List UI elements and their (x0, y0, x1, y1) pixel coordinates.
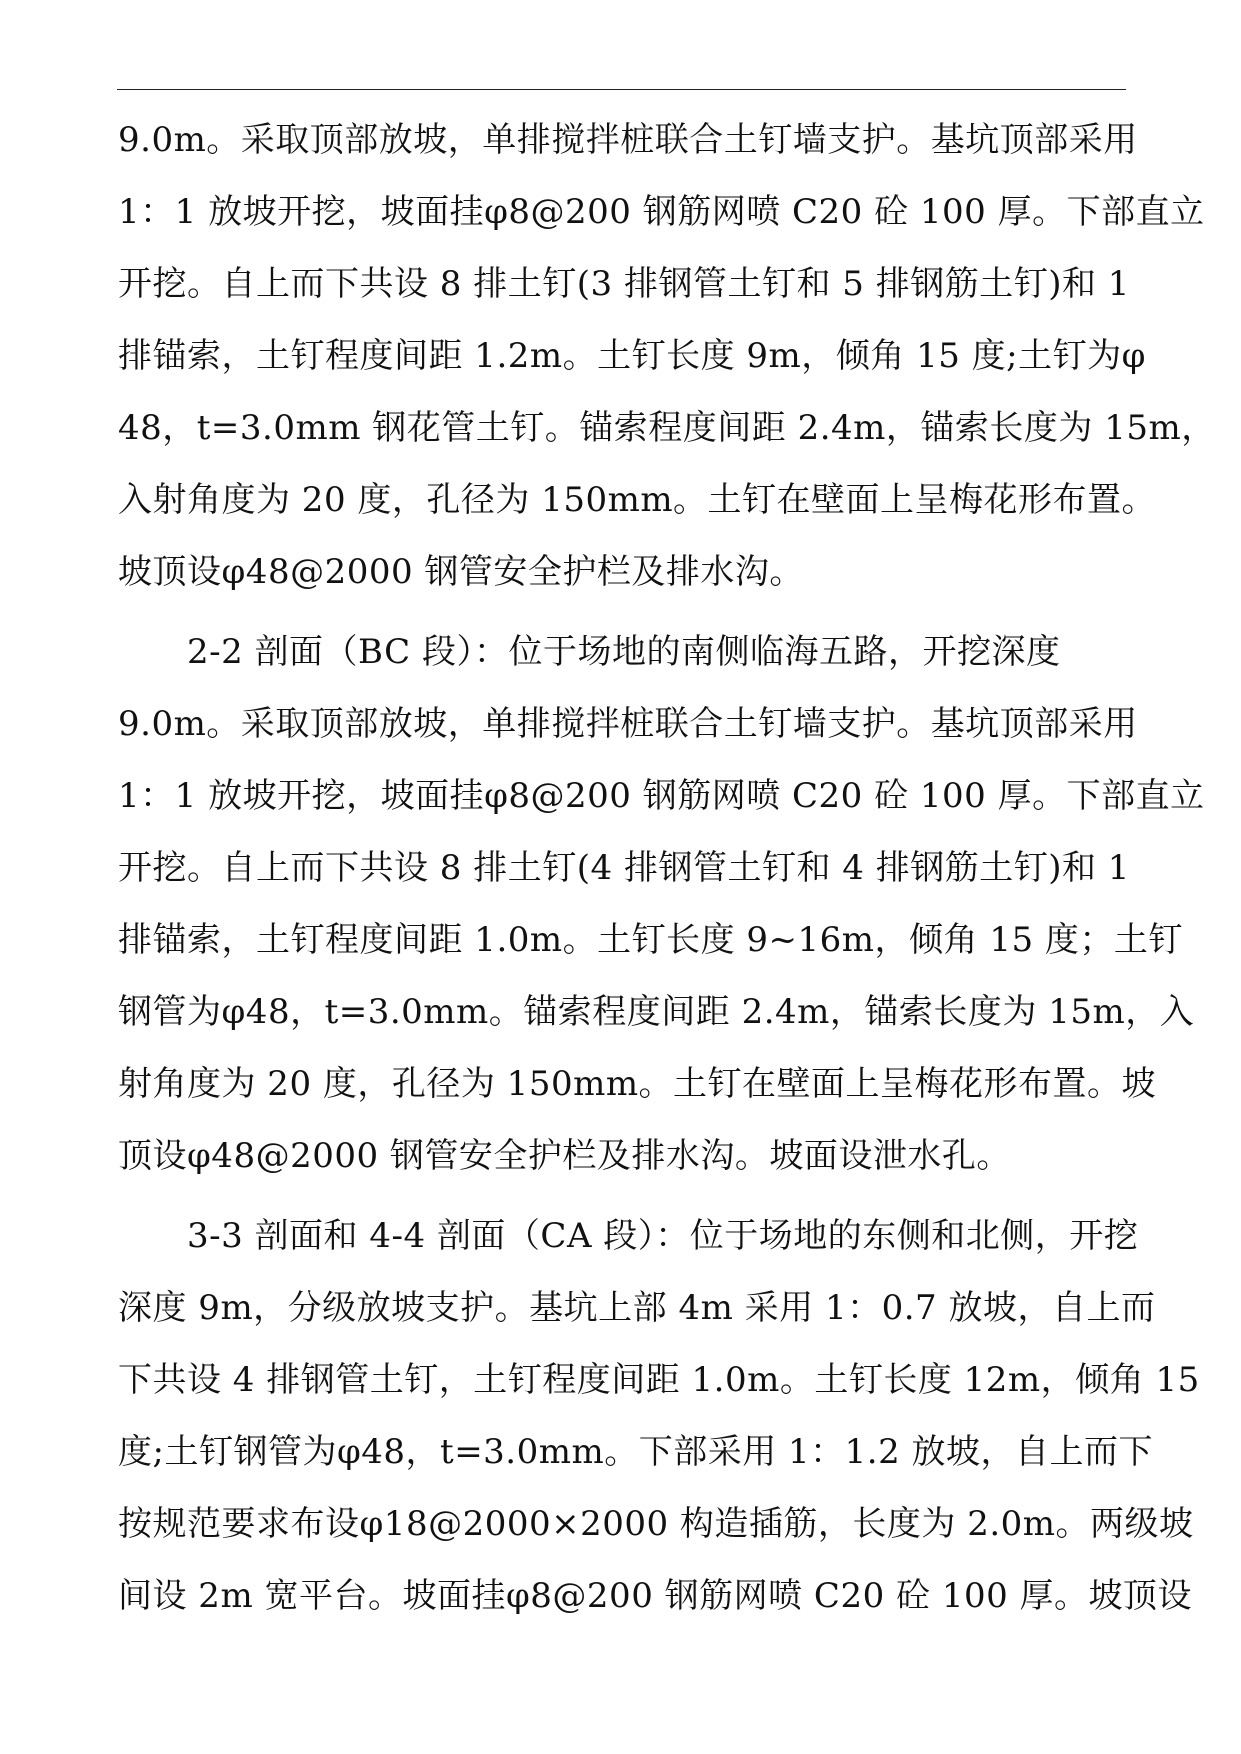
text-line: 1：1 放坡开挖，坡面挂φ8@200 钢筋网喷 C20 砼 100 厚。下部直立 (118, 776, 1205, 816)
text-line: 按规范要求布设φ18@2000×2000 构造插筋，长度为 2.0m。两级坡 (118, 1504, 1194, 1544)
document-body (118, 104, 1216, 1632)
text-line: 2-2 剖面（BC 段）：位于场地的南侧临海五路，开挖深度 (118, 632, 1061, 672)
text-line: 48，t=3.0mm 钢花管土钉。锚索程度间距 2.4m，锚索长度为 15m， (118, 408, 1216, 448)
text-line: 深度 9m，分级放坡支护。基坑上部 4m 采用 1：0.7 放坡，自上而 (118, 1288, 1156, 1328)
paragraph-spacer (118, 608, 1130, 616)
text-line: 间设 2m 宽平台。坡面挂φ8@200 钢筋网喷 C20 砼 100 厚。坡顶设 (118, 1576, 1193, 1616)
paragraph-spacer (118, 1192, 1130, 1200)
text-line: 开挖。自上而下共设 8 排土钉(3 排钢管土钉和 5 排钢筋土钉)和 1 (118, 264, 1130, 304)
text-line: 度;土钉钢管为φ48，t=3.0mm。下部采用 1：1.2 放坡，自上而下 (118, 1432, 1154, 1472)
header-rule (117, 89, 1126, 90)
text-line: 9.0m。采取顶部放坡，单排搅拌桩联合土钉墙支护。基坑顶部采用 (118, 704, 1138, 744)
text-line: 顶设φ48@2000 钢管安全护栏及排水沟。坡面设泄水孔。 (118, 1136, 1011, 1176)
text-line: 下共设 4 排钢管土钉，土钉程度间距 1.0m。土钉长度 12m，倾角 15 (118, 1360, 1200, 1400)
text-line: 排锚索，土钉程度间距 1.0m。土钉长度 9~16m，倾角 15 度；土钉 (118, 920, 1183, 960)
paragraph-3 (118, 1200, 1200, 1632)
text-line: 钢管为φ48，t=3.0mm。锚索程度间距 2.4m，锚索长度为 15m，入 (118, 992, 1195, 1032)
text-line: 排锚索，土钉程度间距 1.2m。土钉长度 9m，倾角 15 度;土钉为φ (118, 336, 1146, 376)
text-line: 3-3 剖面和 4-4 剖面（CA 段）：位于场地的东侧和北侧，开挖 (118, 1216, 1139, 1256)
text-line: 9.0m。采取顶部放坡，单排搅拌桩联合土钉墙支护。基坑顶部采用 (118, 120, 1138, 160)
text-line: 1：1 放坡开挖，坡面挂φ8@200 钢筋网喷 C20 砼 100 厚。下部直立 (118, 192, 1205, 232)
paragraph-1 (118, 104, 1216, 608)
paragraph-2 (118, 616, 1205, 1192)
text-line: 射角度为 20 度，孔径为 150mm。土钉在壁面上呈梅花形布置。坡 (118, 1064, 1157, 1104)
text-line: 开挖。自上而下共设 8 排土钉(4 排钢管土钉和 4 排钢筋土钉)和 1 (118, 848, 1130, 888)
text-line: 坡顶设φ48@2000 钢管安全护栏及排水沟。 (118, 552, 804, 592)
text-line: 入射角度为 20 度，孔径为 150mm。土钉在壁面上呈梅花形布置。 (118, 480, 1157, 520)
